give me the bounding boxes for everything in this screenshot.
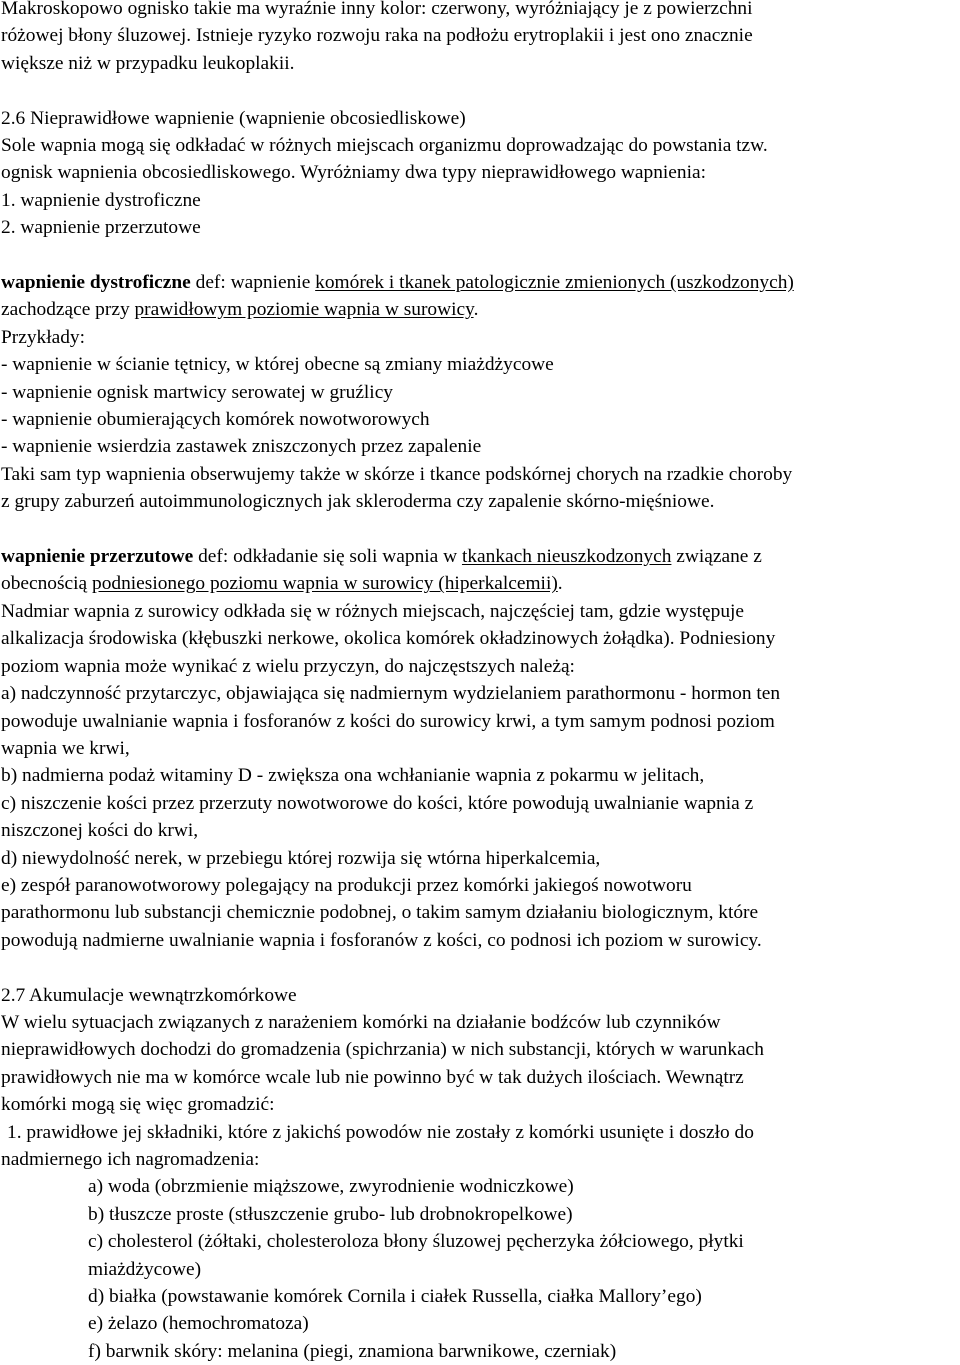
text-line: Taki sam typ wapnienia obserwujemy także w skórze i tkance podskórnej chorych na rzadkie choroby bbox=[1, 463, 793, 485]
list-item: c) niszczenie kości przez przerzuty nowotworowe do kości, które powodują uwalnianie wapnia z bbox=[1, 792, 754, 814]
list-item: b) nadmierna podaż witaminy D - zwiększa ona wchłanianie wapnia z pokarmu w jelitach, bbox=[1, 765, 705, 787]
text-line: powodują nadmierne uwalnianie wapnia i fosforanów z kości, co podnosi ich poziom w surowicy. bbox=[1, 929, 762, 951]
text-line: parathormonu lub substancji chemicznie podobnej, o takim samym działaniu biologicznym, które bbox=[1, 902, 759, 924]
text-span: obecnością bbox=[1, 573, 92, 595]
text-line: komórki mogą się więc gromadzić: bbox=[1, 1094, 275, 1116]
text-span: związane z bbox=[671, 546, 762, 568]
spacer bbox=[1, 242, 960, 269]
text-line: alkalizacja środowiska (kłębuszki nerkowe, okolica komórek okładzinowych żołądka). Podniesiony bbox=[1, 628, 776, 650]
definition-dystroficzne bbox=[1, 269, 960, 516]
text-line: W wielu sytuacjach związanych z narażeniem komórki na działanie bodźców lub czynników bbox=[1, 1011, 721, 1033]
underlined-text: komórek i tkanek patologicznie zmienionych (uszkodzonych) bbox=[315, 272, 794, 294]
text-line: miażdżycowe) bbox=[88, 1258, 202, 1280]
list-item: d) białka (powstawanie komórek Cornila i ciałek Russella, ciałka Mallory’ego) bbox=[88, 1286, 702, 1308]
text-line: nieprawidłowych dochodzi do gromadzenia (spichrzania) w nich substancji, których w warunkach bbox=[1, 1039, 764, 1061]
list-item: a) nadczynność przytarczyc, objawiająca się nadmiernym wydzielaniem parathormonu - hormon ten bbox=[1, 683, 781, 705]
spacer bbox=[1, 516, 960, 543]
text-line: wapnia we krwi, bbox=[1, 737, 130, 759]
list-item: f) barwnik skóry: melanina (piegi, znamiona barwnikowe, czerniak) bbox=[88, 1340, 617, 1362]
text-span: . bbox=[557, 573, 563, 595]
list-item: - wapnienie wsierdzia zastawek zniszczonych przez zapalenie bbox=[1, 436, 482, 458]
definition-przerzutowe bbox=[1, 543, 960, 954]
text-line: większe niż w przypadku leukoplakii. bbox=[1, 52, 295, 74]
underlined-text: prawidłowym poziomie wapnia w surowicy bbox=[134, 299, 474, 321]
text-line: prawidłowych nie ma w komórce wcale lub nie powinno być w tak dużych ilościach. Wewnątrz bbox=[1, 1066, 744, 1088]
section-heading: 2.7 Akumulacje wewnątrzkomórkowe bbox=[1, 984, 297, 1006]
term-bold: wapnienie dystroficzne bbox=[1, 272, 191, 294]
list-item: - wapnienie w ścianie tętnicy, w której obecne są zmiany miażdżycowe bbox=[1, 354, 554, 376]
text-line: nadmiernego ich nagromadzenia: bbox=[1, 1149, 260, 1170]
text-line: Makroskopowo ognisko takie ma wyraźnie inny kolor: czerwony, wyróżniający je z powierzchni bbox=[1, 0, 753, 19]
text-line: niszczonej kości do krwi, bbox=[1, 820, 199, 842]
text-line: powoduje uwalnianie wapnia i fosforanów z kości do surowicy krwi, a tym samym podnosi poziom bbox=[1, 710, 775, 732]
list-item: 2. wapnienie przerzutowe bbox=[1, 217, 201, 239]
spacer bbox=[1, 954, 960, 981]
text-line: z grupy zaburzeń autoimmunologicznych jak skleroderma czy zapalenie skórno-mięśniowe. bbox=[1, 491, 715, 513]
list-item: c) cholesterol (żółtaki, cholesteroloza błony śluzowej pęcherzyka żółciowego, płytki bbox=[88, 1231, 744, 1253]
text-span: . bbox=[473, 299, 479, 321]
underlined-text: tkankach nieuszkodzonych bbox=[461, 546, 672, 568]
text-line bbox=[1, 543, 960, 570]
underlined-text: podniesionego poziomu wapnia w surowicy (hiperkalcemii) bbox=[92, 573, 558, 595]
spacer bbox=[1, 77, 960, 104]
list-item: a) woda (obrzmienie miąższowe, zwyrodnienie wodniczkowe) bbox=[88, 1176, 574, 1198]
text-line: różowej błony śluzowej. Istnieje ryzyko rozwoju raka na podłożu erytroplakii i jest ono znacznie bbox=[1, 25, 753, 47]
text-span: def: odkładanie się soli wapnia w bbox=[193, 546, 462, 568]
text-span: zachodzące przy bbox=[1, 299, 135, 321]
list-item: - wapnienie ognisk martwicy serowatej w gruźlicy bbox=[1, 381, 393, 403]
paragraph-erytroplakia bbox=[1, 0, 960, 77]
list-item: b) tłuszcze proste (stłuszczenie grubo- lub drobnokropelkowe) bbox=[88, 1203, 573, 1225]
list-item: - wapnienie obumierających komórek nowotworowych bbox=[1, 409, 430, 431]
list-item: e) zespół paranowotworowy polegający na produkcji przez komórki jakiegoś nowotworu bbox=[1, 874, 692, 896]
text-line: ognisk wapnienia obcosiedliskowego. Wyróżniamy dwa typy nieprawidłowego wapnienia: bbox=[1, 162, 706, 184]
list-item: 1. wapnienie dystroficzne bbox=[1, 189, 201, 211]
text-line bbox=[1, 296, 960, 323]
list-item: d) niewydolność nerek, w przebiegu której rozwija się wtórna hiperkalcemia, bbox=[1, 847, 601, 869]
text-span: def: wapnienie bbox=[190, 272, 316, 294]
text-line bbox=[1, 570, 960, 597]
section-2-7 bbox=[1, 982, 960, 1365]
text-line: Przykłady: bbox=[1, 326, 86, 348]
text-line: poziom wapnia może wynikać z wielu przyczyn, do najczęstszych należą: bbox=[1, 655, 575, 677]
text-line: Nadmiar wapnia z surowicy odkłada się w różnych miejscach, najczęściej tam, gdzie występuje bbox=[1, 600, 745, 622]
text-line bbox=[1, 269, 960, 296]
section-2-6 bbox=[1, 105, 960, 242]
list-item: e) żelazo (hemochromatoza) bbox=[88, 1313, 309, 1335]
list-item: 1. prawidłowe jej składniki, które z jakichś powodów nie zostały z komórki usunięte i doszło do bbox=[7, 1121, 754, 1143]
section-heading: 2.6 Nieprawidłowe wapnienie (wapnienie obcosiedliskowe) bbox=[1, 107, 466, 129]
term-bold: wapnienie przerzutowe bbox=[1, 546, 194, 568]
text-line: Sole wapnia mogą się odkładać w różnych miejscach organizmu doprowadzając do powstania tzw. bbox=[1, 135, 768, 157]
